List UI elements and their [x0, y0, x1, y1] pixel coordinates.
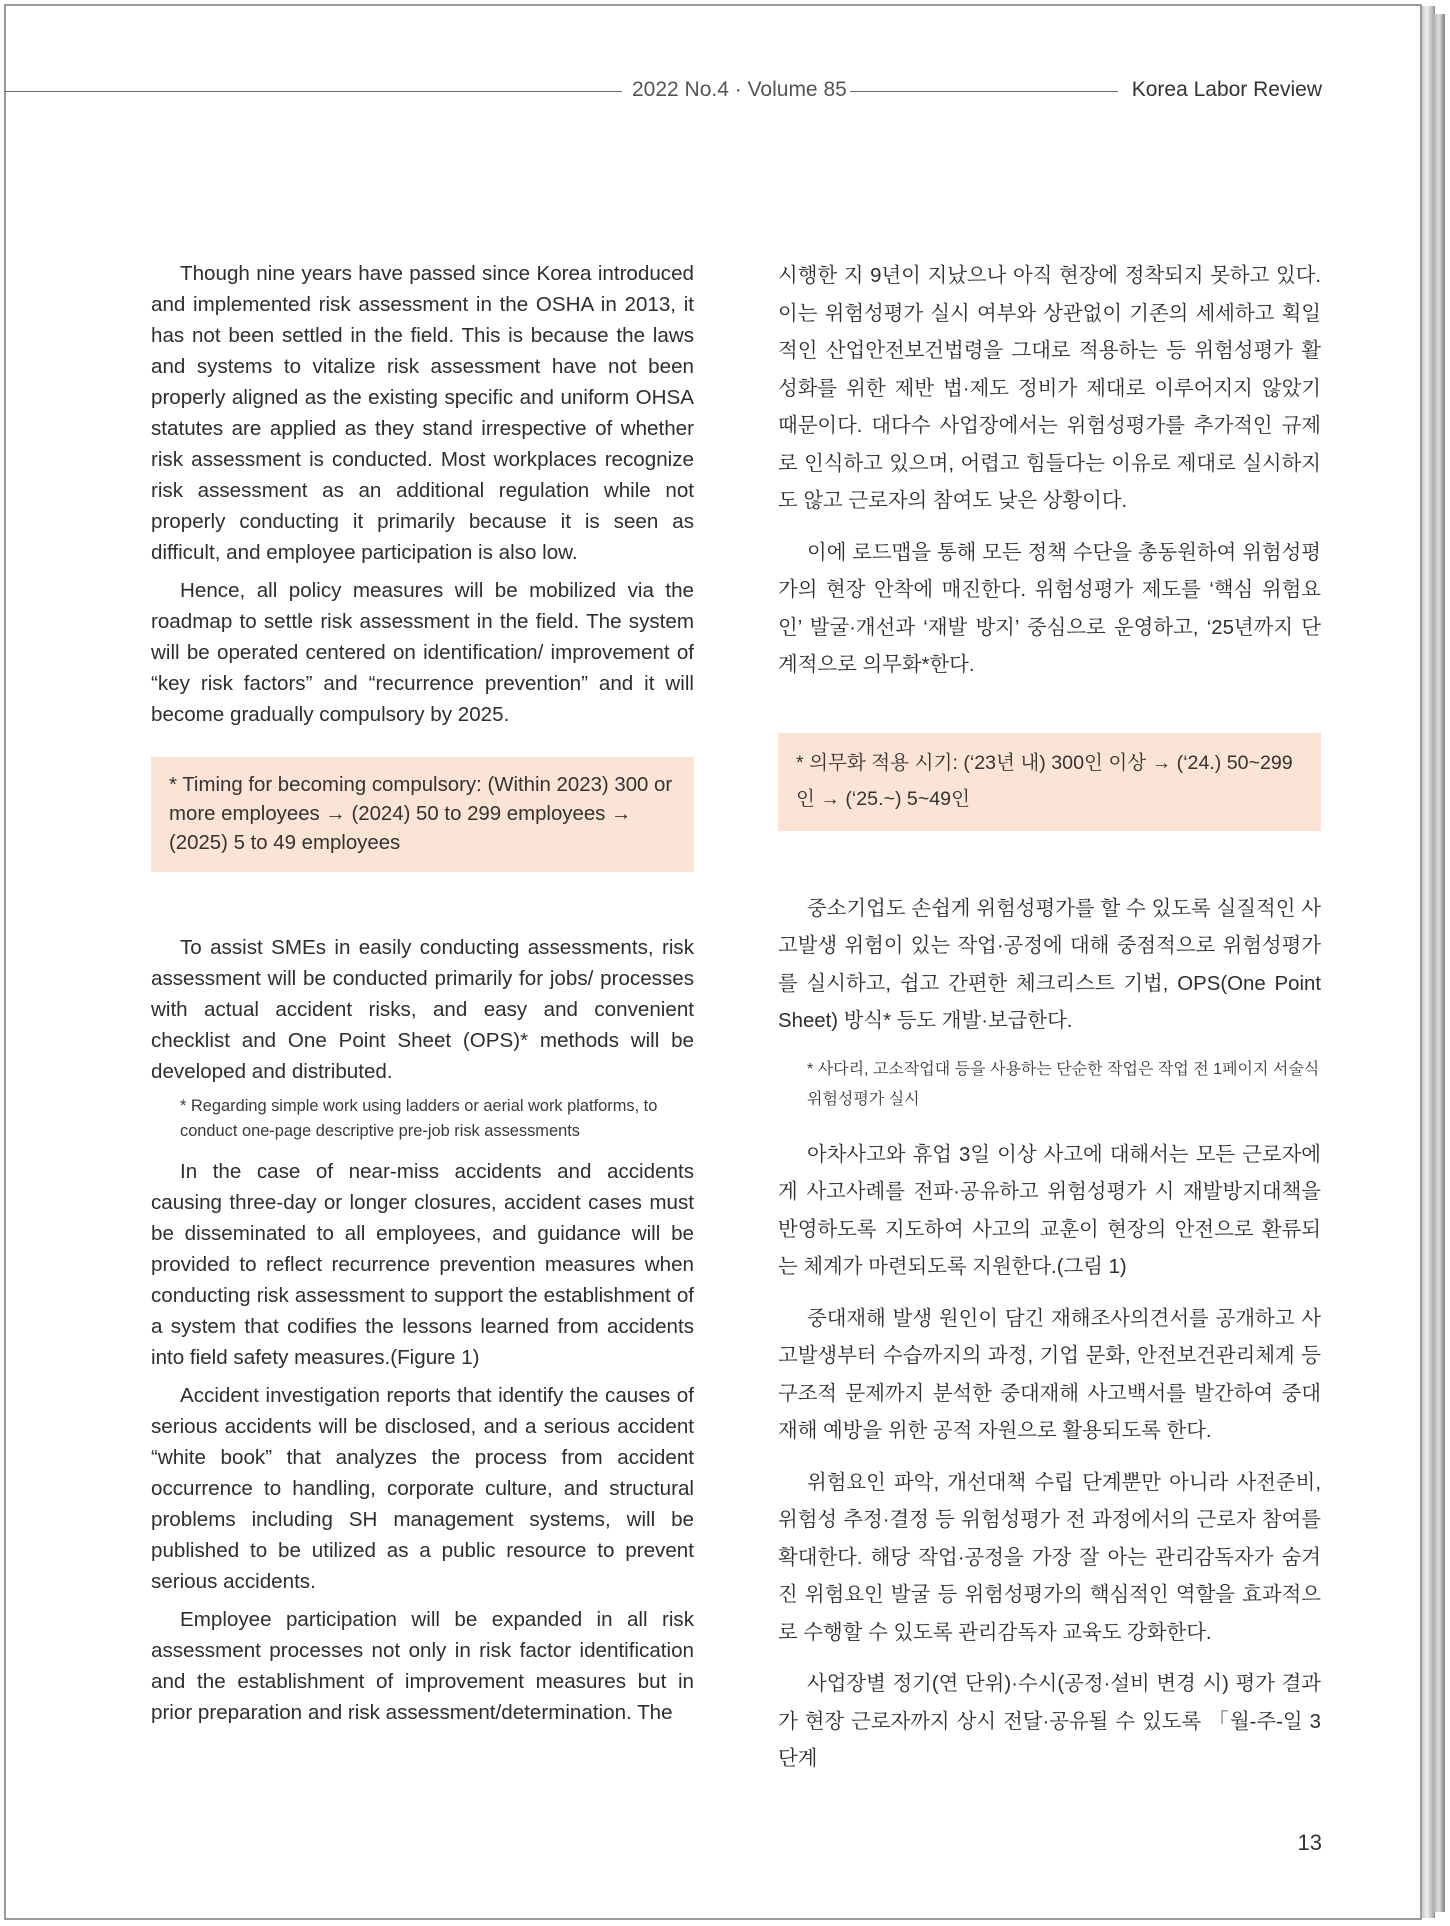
- ko-paragraph-4: 아차사고와 휴업 3일 이상 사고에 대해서는 모든 근로자에게 사고사례를 전파·공유하고 위험성평가 시 재발방지대책을 반영하도록 지도하여 사고의 교훈이 현장의 안전으로 환류되는 체계가 마련되도록 지원한다.(그림 1): [778, 1143, 1322, 1278]
- ko-footnote: * 사다리, 고소작업대 등을 사용하는 단순한 작업은 작업 전 1페이지 서술식 위험성평가 실시: [807, 1060, 1320, 1108]
- journal-title: Korea Labor Review: [1131, 78, 1322, 101]
- en-paragraph-5: Accident investigation reports that identify the causes of serious accidents will be disclosed, and a serious accident “white book” that analyzes the process from accident occurrence to handling, corporate culture, and structural problems including SH management systems, will be published to be utilized as a public resource to prevent serious accidents.: [151, 1384, 694, 1593]
- page-stack-edge-back: [1434, 14, 1445, 1912]
- ko-paragraph-6: 위험요인 파악, 개선대책 수립 단계뿐만 아니라 사전준비, 위험성 추정·결정 등 위험성평가 전 과정에서의 근로자 참여를 확대한다. 해당 작업·공정을 가장 잘 아는 관리감독자가 숨겨진 위험요인 발굴 등 위험성평가의 핵심적인 역할을 효과적으로 수행할 수 있도록 관리감독자 교육도 강화한다.: [778, 1471, 1321, 1644]
- en-compulsory-timing-box: * Timing for becoming compulsory: (Within 2023) 300 or more employees → (2024) 50 to 299 employees → (2025) 5 to 49 employees: [151, 757, 694, 872]
- en-footnote: * Regarding simple work using ladders or aerial work platforms, to conduct one-page descriptive pre-job risk assessments: [180, 1097, 658, 1140]
- ko-compulsory-timing-box: * 의무화 적용 시기: (‘23년 내) 300인 이상 → (‘24.) 50~299인 → (‘25.~) 5~49인: [778, 733, 1321, 831]
- ko-paragraph-2: 이에 로드맵을 통해 모든 정책 수단을 총동원하여 위험성평가의 현장 안착에 매진한다. 위험성평가 제도를 ‘핵심 위험요인’ 발굴·개선과 ‘재발 방지’ 중심으로 운영하고, ‘25년까지 단계적으로 의무화*한다.: [778, 541, 1321, 676]
- en-paragraph-6: Employee participation will be expanded in all risk assessment processes not only in risk factor identification and the establishment of improvement measures but in prior preparation and risk assessment/determination. The: [151, 1608, 694, 1724]
- page-number: 13: [1297, 1830, 1322, 1855]
- ko-paragraph-7: 사업장별 정기(연 단위)·수시(공정·설비 변경 시) 평가 결과가 현장 근로자까지 상시 전달·공유될 수 있도록 「월-주-일 3단계: [778, 1673, 1321, 1770]
- issue-label: 2022 No.4 · Volume 85: [632, 78, 847, 101]
- korean-column: [778, 258, 1321, 1793]
- english-column: [151, 258, 694, 1735]
- en-paragraph-3: To assist SMEs in easily conducting assessments, risk assessment will be conducted primarily for jobs/ processes with actual accident risks, and easy and convenient checklist and One Point Sheet (OPS)* methods will be developed and distributed.: [151, 936, 694, 1083]
- en-paragraph-2: Hence, all policy measures will be mobilized via the roadmap to settle risk assessment in the field. The system will be operated centered on identification/ improvement of “key risk factors” and “recurrence prevention” and it will become gradually compulsory by 2025.: [151, 579, 694, 726]
- en-paragraph-1: Though nine years have passed since Korea introduced and implemented risk assessment in the OSHA in 2013, it has not been settled in the field. This is because the laws and systems to vitalize risk assessment have not been properly aligned as the existing specific and uniform OHSA statutes are applied as they stand irrespective of whether risk assessment is conducted. Most workplaces recognize risk assessment as an additional regulation while not properly conducting it primarily because it is seen as difficult, and employee participation is also low.: [151, 262, 694, 564]
- ko-paragraph-5: 중대재해 발생 원인이 담긴 재해조사의견서를 공개하고 사고발생부터 수습까지의 과정, 기업 문화, 안전보건관리체계 등 구조적 문제까지 분석한 중대재해 사고백서를 발간하여 중대재해 예방을 위한 공적 자원으로 활용되도록 한다.: [778, 1307, 1321, 1442]
- ko-paragraph-3: 중소기업도 손쉽게 위험성평가를 할 수 있도록 실질적인 사고발생 위험이 있는 작업·공정에 대해 중점적으로 위험성평가를 실시하고, 쉽고 간편한 체크리스트 기법, OPS(One Point Sheet) 방식* 등도 개발·보급한다.: [778, 897, 1321, 1032]
- header-rule-right: [850, 91, 1118, 92]
- ko-paragraph-1: 시행한 지 9년이 지났으나 아직 현장에 정착되지 못하고 있다. 이는 위험성평가 실시 여부와 상관없이 기존의 세세하고 획일적인 산업안전보건법령을 그대로 적용하는 등 위험성평가 활성화를 위한 제반 법·제도 정비가 제대로 이루어지지 않았기 때문이다. 대다수 사업장에서는 위험성평가를 추가적인 규제로 인식하고 있으며, 어렵고 힘들다는 이유로 제대로 실시하지도 않고 근로자의 참여도 낮은 상황이다.: [778, 265, 1321, 512]
- en-paragraph-4: In the case of near-miss accidents and accidents causing three-day or longer closures, accident cases must be disseminated to all employees, and guidance will be provided to reflect recurrence prevention measures when conducting risk assessment to support the establishment of a system that codifies the lessons learned from accidents into field safety measures.(Figure 1): [151, 1160, 694, 1369]
- header-rule-left: [4, 91, 622, 92]
